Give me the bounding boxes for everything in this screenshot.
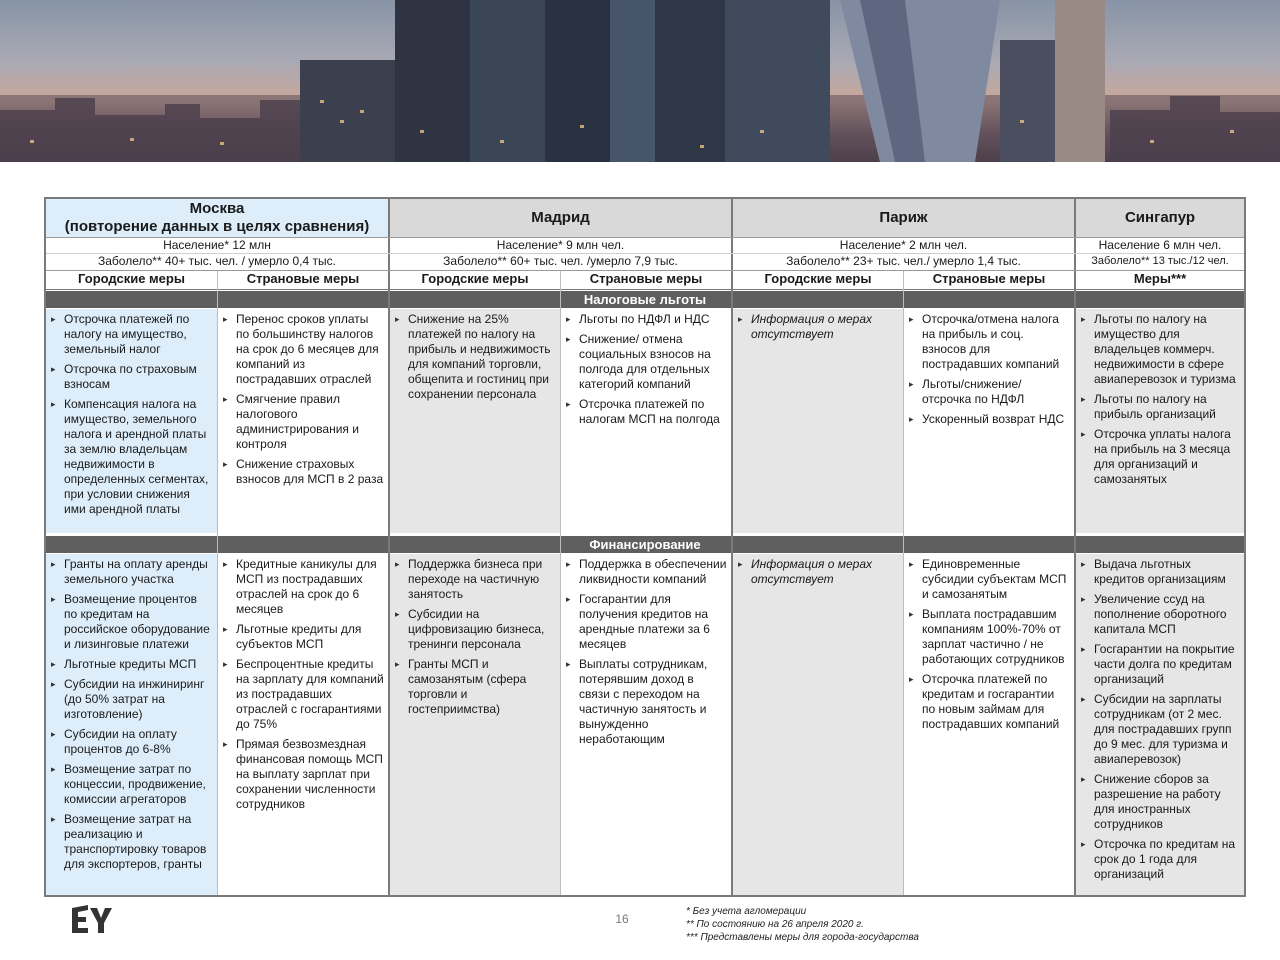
finance-madrid-city xyxy=(390,554,560,895)
measure-item: ▸ Кредитные каникулы для МСП из пострадавших отраслей на срок до 6 месяцев xyxy=(222,557,384,617)
measure-item: ▸ Информация о мерах отсутствует xyxy=(737,312,899,342)
tax-singapore xyxy=(1076,309,1244,533)
measure-item: ▸ Льготные кредиты для субъектов МСП xyxy=(222,622,384,652)
measure-item: ▸ Субсидии на зарплаты сотрудникам (от 2 мес. для пострадавших групп до 9 мес. для туризма и авиаперевозок) xyxy=(1080,692,1240,767)
finance-paris-country xyxy=(904,554,1074,895)
measure-item: ▸ Снижение/ отмена социальных взносов на полгода для отдельных категорий компаний xyxy=(565,332,727,392)
finance-paris-city-list xyxy=(737,557,899,587)
measure-item: ▸ Льготы по налогу на имущество для владельцев коммерч. недвижимости в сфере авиаперевозок и туризма xyxy=(1080,312,1240,387)
tax-paris-city-list xyxy=(737,312,899,342)
tax-moscow-country xyxy=(218,309,388,533)
measure-item: ▸ Отсрочка платежей по налогу на имущество, земельный налог xyxy=(50,312,213,357)
measure-item: ▸ Беспроцентные кредиты на зарплату для компаний из пострадавших отраслей с госгарантиями до 75% xyxy=(222,657,384,732)
population-singapore: Население 6 млн чел. xyxy=(1076,238,1244,254)
skyline-banner xyxy=(0,0,1280,162)
footnote: *** Представлены меры для города-государства xyxy=(686,932,919,943)
tax-madrid-country xyxy=(561,309,731,533)
population-moscow: Население* 12 млн xyxy=(46,238,388,254)
ey-logo-mark xyxy=(70,902,118,938)
city-header-moscow xyxy=(46,199,388,237)
measure-item: ▸ Перенос сроков уплаты по большинству налогов на срок до 6 месяцев для компаний из пострадавших отраслей xyxy=(222,312,384,387)
col-header-paris-country: Страновые меры xyxy=(904,271,1074,290)
measure-item: ▸ Отсрочка по кредитам на срок до 1 года для организаций xyxy=(1080,837,1240,882)
tax-moscow-country-list xyxy=(222,312,384,487)
divider-madrid-sub xyxy=(560,271,561,895)
measure-item: ▸ Информация о мерах отсутствует xyxy=(737,557,899,587)
measure-item: ▸ Госгарантии для получения кредитов на арендные платежи за 6 месяцев xyxy=(565,592,727,652)
tax-madrid-city-list xyxy=(394,312,556,402)
measure-item: ▸ Возмещение затрат по концессии, продвижение, комиссии агрегаторов xyxy=(50,762,213,807)
cases-madrid: Заболело** 60+ тыс. чел. /умерло 7,9 тыс. xyxy=(390,254,731,270)
measure-item: ▸ Выплата пострадавшим компаниям 100%-70% от зарплат частично / не работающих сотрудников xyxy=(908,607,1070,667)
measure-item: ▸ Поддержка в обеспечении ликвидности компаний xyxy=(565,557,727,587)
measure-item: ▸ Возмещение процентов по кредитам на российское оборудование и лизинговые платежи xyxy=(50,592,213,652)
section-tax-relief: Налоговые льготы xyxy=(46,291,1244,308)
measure-item: ▸ Компенсация налога на имущество, земельного налога и арендной платы за землю владельцам недвижимости в определенных сегментах, при условии снижения ими арендной платы xyxy=(50,397,213,517)
col-header-moscow-country: Страновые меры xyxy=(218,271,388,290)
cases-singapore: Заболело** 13 тыс./12 чел. xyxy=(1076,254,1244,270)
finance-paris-country-list xyxy=(908,557,1070,732)
measure-item: ▸ Отсрочка/отмена налога на прибыль и соц. взносов для пострадавших компаний xyxy=(908,312,1070,372)
ey-logo xyxy=(70,902,118,938)
col-header-moscow-city: Городские меры xyxy=(46,271,217,290)
finance-singapore-list xyxy=(1080,557,1240,882)
measure-item: ▸ Отсрочка уплаты налога на прибыль на 3 месяца для организаций и самозанятых xyxy=(1080,427,1240,487)
tax-moscow-city xyxy=(46,309,217,533)
measure-item: ▸ Снижение сборов за разрешение на работу для иностранных сотрудников xyxy=(1080,772,1240,832)
measure-item: ▸ Выдача льготных кредитов организациям xyxy=(1080,557,1240,587)
measure-item: ▸ Поддержка бизнеса при переходе на частичную занятость xyxy=(394,557,556,602)
tax-moscow-city-list xyxy=(50,312,213,517)
measure-item: ▸ Единовременные субсидии субъектам МСП и самозанятым xyxy=(908,557,1070,602)
measure-item: ▸ Отсрочка платежей по кредитам и госгарантии по новым займам для пострадавших компаний xyxy=(908,672,1070,732)
city-name: Сингапур xyxy=(1124,209,1196,226)
finance-madrid-city-list xyxy=(394,557,556,717)
finance-moscow-city xyxy=(46,554,217,895)
divider-header xyxy=(46,237,1244,238)
measure-item: ▸ Гранты МСП и самозанятым (сфера торговли и гостеприимства) xyxy=(394,657,556,717)
divider-paris-singapore xyxy=(1074,199,1076,895)
city-subtitle: (повторение данных в целях сравнения) xyxy=(64,218,370,235)
footnote: * Без учета агломерации xyxy=(686,906,807,917)
divider-moscow-madrid xyxy=(388,199,390,895)
cases-paris: Заболело** 23+ тыс. чел./ умерло 1,4 тыс. xyxy=(733,254,1074,270)
divider-colheads xyxy=(46,270,1244,271)
divider-moscow-sub xyxy=(217,271,218,895)
measure-item: ▸ Льготы по налогу на прибыль организаций xyxy=(1080,392,1240,422)
col-header-paris-city: Городские меры xyxy=(733,271,903,290)
finance-moscow-country xyxy=(218,554,388,895)
footnotes xyxy=(686,905,919,944)
comparison-table xyxy=(44,197,1246,897)
measure-item: ▸ Льготы/снижение/ отсрочка по НДФЛ xyxy=(908,377,1070,407)
city-name: Париж xyxy=(879,209,928,226)
divider-info xyxy=(46,253,1244,254)
cases-moscow: Заболело** 40+ тыс. чел. / умерло 0,4 тыс. xyxy=(46,254,388,270)
finance-singapore xyxy=(1076,554,1244,895)
city-header-paris xyxy=(733,199,1074,237)
measure-item: ▸ Субсидии на оплату процентов до 6-8% xyxy=(50,727,213,757)
city-header-singapore xyxy=(1076,199,1244,237)
population-paris: Население* 2 млн чел. xyxy=(733,238,1074,254)
city-header-madrid xyxy=(390,199,731,237)
divider-paris-sub xyxy=(903,271,904,895)
tax-paris-country xyxy=(904,309,1074,533)
measure-item: ▸ Субсидии на цифровизацию бизнеса, тренинги персонала xyxy=(394,607,556,652)
col-header-madrid-city: Городские меры xyxy=(390,271,560,290)
measure-item: ▸ Госгарантии на покрытие части долга по кредитам организаций xyxy=(1080,642,1240,687)
population-madrid: Население* 9 млн чел. xyxy=(390,238,731,254)
measure-item: ▸ Увеличение ссуд на пополнение оборотного капитала МСП xyxy=(1080,592,1240,637)
measure-item: ▸ Возмещение затрат на реализацию и транспортировку товаров для экспортеров, гранты xyxy=(50,812,213,872)
finance-moscow-city-list xyxy=(50,557,213,872)
measure-item: ▸ Льготные кредиты МСП xyxy=(50,657,213,672)
finance-madrid-country xyxy=(561,554,731,895)
tax-paris-country-list xyxy=(908,312,1070,427)
city-name: Мадрид xyxy=(531,209,590,226)
skyline-illustration xyxy=(0,0,1280,162)
city-name: Москва xyxy=(189,200,245,217)
page-number: 16 xyxy=(615,912,629,926)
tax-madrid-country-list xyxy=(565,312,727,427)
measure-item: ▸ Смягчение правил налогового администрирования и контроля xyxy=(222,392,384,452)
measure-item: ▸ Гранты на оплату аренды земельного участка xyxy=(50,557,213,587)
col-header-madrid-country: Страновые меры xyxy=(561,271,731,290)
measure-item: ▸ Снижение на 25% платежей по налогу на прибыль и недвижимость для компаний торговли, общепита и гостиниц при сохранении персонала xyxy=(394,312,556,402)
measure-item: ▸ Выплаты сотрудникам, потерявшим доход в связи с переходом на частичную занятость и вынужденно неработающим xyxy=(565,657,727,747)
measure-item: ▸ Снижение страховых взносов для МСП в 2 раза xyxy=(222,457,384,487)
finance-paris-city xyxy=(733,554,903,895)
tax-madrid-city xyxy=(390,309,560,533)
divider-madrid-paris xyxy=(731,199,733,895)
measure-item: ▸ Прямая безвозмездная финансовая помощь МСП на выплату зарплат при сохранении численности сотрудников xyxy=(222,737,384,812)
finance-madrid-country-list xyxy=(565,557,727,747)
footnote: ** По состоянию на 26 апреля 2020 г. xyxy=(686,919,864,930)
tax-singapore-list xyxy=(1080,312,1240,487)
measure-item: ▸ Субсидии на инжиниринг (до 50% затрат на изготовление) xyxy=(50,677,213,722)
measure-item: ▸ Отсрочка платежей по налогам МСП на полгода xyxy=(565,397,727,427)
measure-item: ▸ Ускоренный возврат НДС xyxy=(908,412,1070,427)
measure-item: ▸ Льготы по НДФЛ и НДС xyxy=(565,312,727,327)
measure-item: ▸ Отсрочка по страховым взносам xyxy=(50,362,213,392)
tax-paris-city xyxy=(733,309,903,533)
col-header-singapore: Меры*** xyxy=(1076,271,1244,290)
section-financing: Финансирование xyxy=(46,536,1244,553)
finance-moscow-country-list xyxy=(222,557,384,812)
